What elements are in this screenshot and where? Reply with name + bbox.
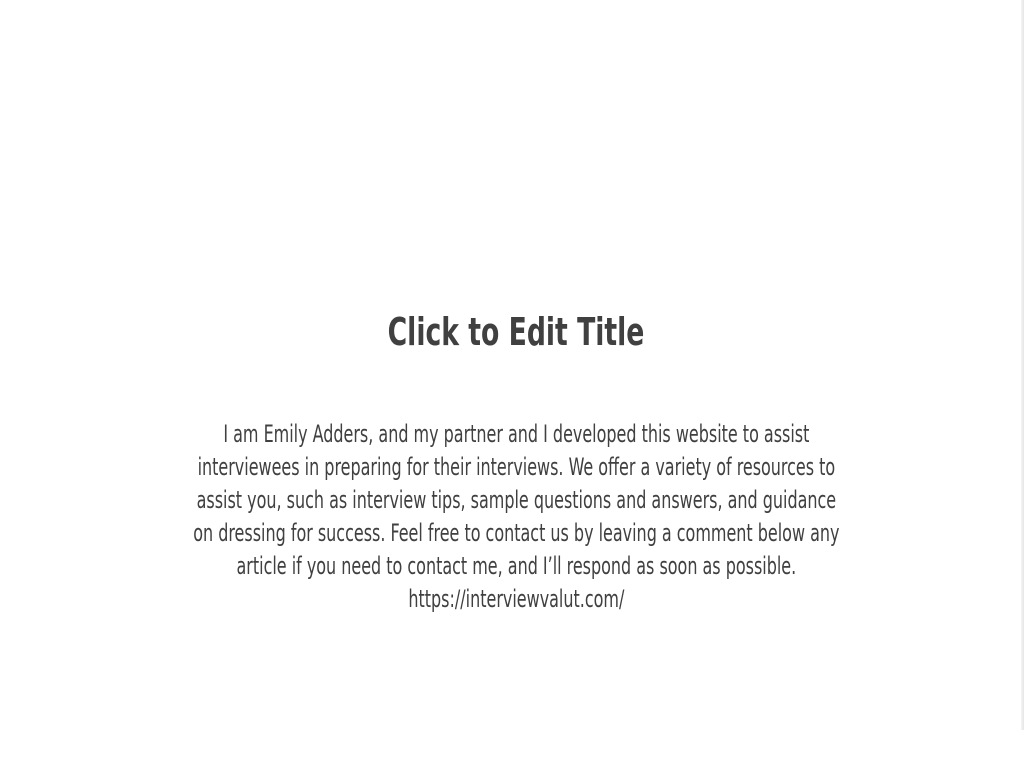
- slide-body: [189, 418, 844, 616]
- website-link[interactable]: https://interviewvalut.com/: [408, 585, 625, 613]
- slide-title[interactable]: Click to Edit Title: [387, 310, 645, 354]
- body-paragraph[interactable]: I am Emily Adders, and my partner and I developed this website to assist interviewees in preparing for their interviews. We offer a variety of resources to assist you, such as interview tips, sample questions and answers, and guidance on dressing for success. Feel free to contact us by leaving a comment below any article if you need to contact me, and I’ll respond as soon as possible.: [193, 420, 840, 580]
